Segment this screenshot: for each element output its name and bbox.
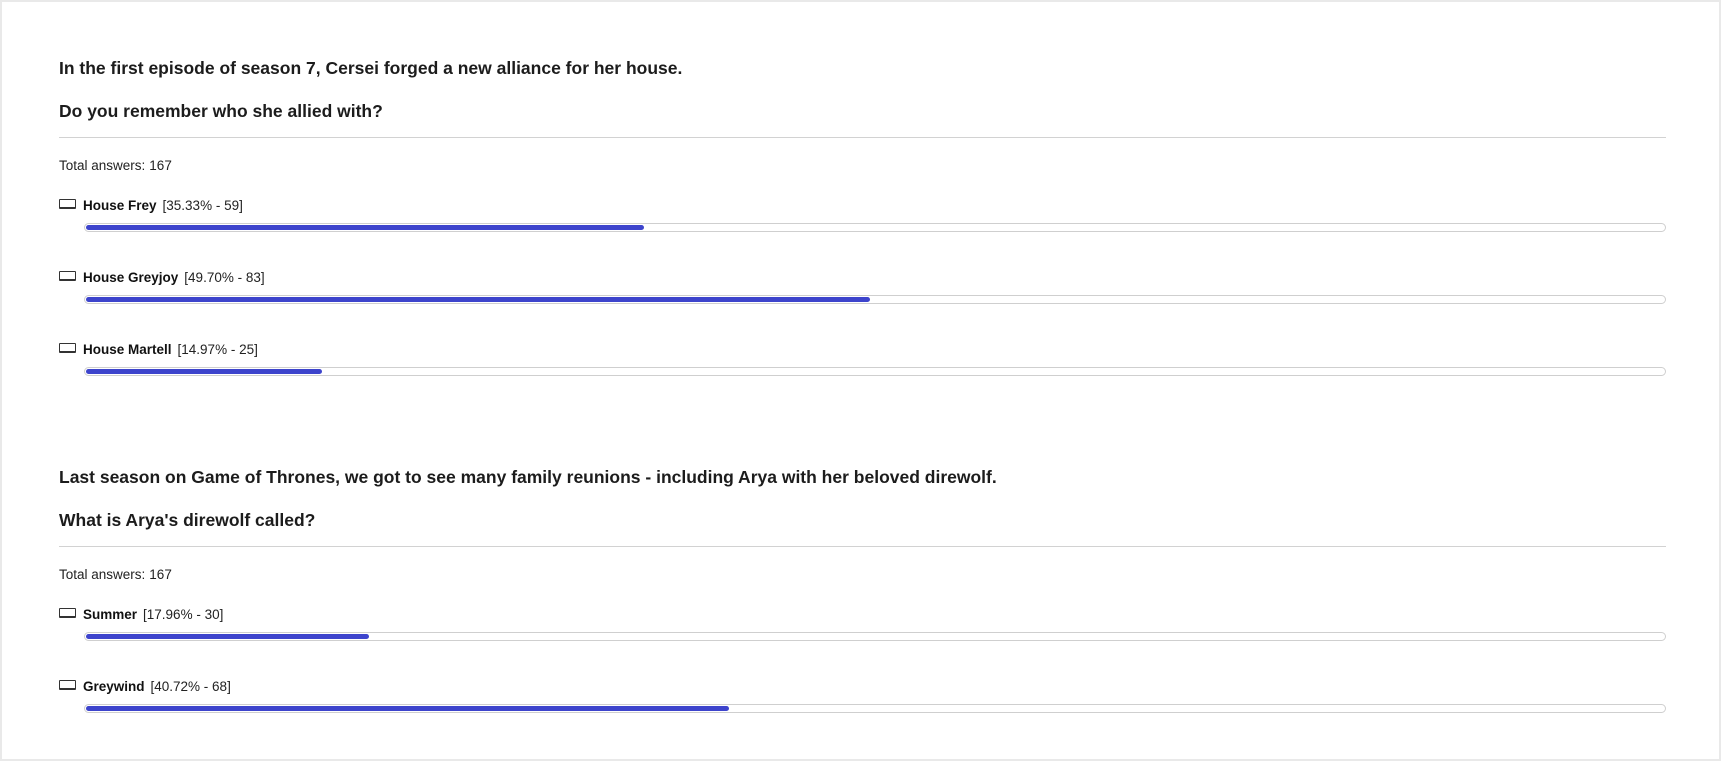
option-label: Summer xyxy=(83,606,138,622)
result-bar xyxy=(84,704,1666,713)
option-stats: [49.70% - 83] xyxy=(184,269,265,285)
poll-intro: Last season on Game of Thrones, we got to see many family reunions - including Arya with her beloved direwolf. xyxy=(59,467,997,487)
option-label: House Martell xyxy=(83,341,172,357)
answer-list xyxy=(59,605,1666,749)
option-checkbox-icon[interactable] xyxy=(59,199,76,209)
poll-question: What is Arya's direwolf called? xyxy=(59,510,316,530)
total-answers-value: 167 xyxy=(149,567,172,582)
answer-option xyxy=(59,340,1666,412)
result-bar-fill xyxy=(86,225,644,230)
result-bar xyxy=(84,367,1666,376)
divider xyxy=(59,137,1666,138)
option-label: Greywind xyxy=(83,678,145,694)
poll-results-page xyxy=(2,2,1719,759)
option-stats: [14.97% - 25] xyxy=(177,341,258,357)
option-checkbox-icon[interactable] xyxy=(59,271,76,281)
result-bar xyxy=(84,632,1666,641)
option-checkbox-icon[interactable] xyxy=(59,608,76,618)
total-answers xyxy=(59,566,1666,584)
option-stats: [35.33% - 59] xyxy=(162,197,243,213)
total-answers-label: Total answers: xyxy=(59,158,146,173)
option-label: House Greyjoy xyxy=(83,269,179,285)
answer-option xyxy=(59,605,1666,677)
result-bar-fill xyxy=(86,369,322,374)
total-answers xyxy=(59,157,1666,175)
result-bar-fill xyxy=(86,297,870,302)
poll-intro: In the first episode of season 7, Cersei forged a new alliance for her house. xyxy=(59,58,683,78)
option-checkbox-icon[interactable] xyxy=(59,343,76,353)
answer-option xyxy=(59,196,1666,268)
result-bar xyxy=(84,223,1666,232)
answer-list xyxy=(59,196,1666,412)
answer-option xyxy=(59,677,1666,749)
answer-option xyxy=(59,268,1666,340)
result-bar-fill xyxy=(86,634,369,639)
option-label: House Frey xyxy=(83,197,157,213)
poll-question: Do you remember who she allied with? xyxy=(59,101,383,121)
divider xyxy=(59,546,1666,547)
option-stats: [40.72% - 68] xyxy=(150,678,231,694)
total-answers-value: 167 xyxy=(149,158,172,173)
poll-1 xyxy=(59,57,1666,412)
poll-2 xyxy=(59,466,1666,749)
result-bar xyxy=(84,295,1666,304)
total-answers-label: Total answers: xyxy=(59,567,146,582)
option-checkbox-icon[interactable] xyxy=(59,680,76,690)
result-bar-fill xyxy=(86,706,729,711)
option-stats: [17.96% - 30] xyxy=(143,606,224,622)
